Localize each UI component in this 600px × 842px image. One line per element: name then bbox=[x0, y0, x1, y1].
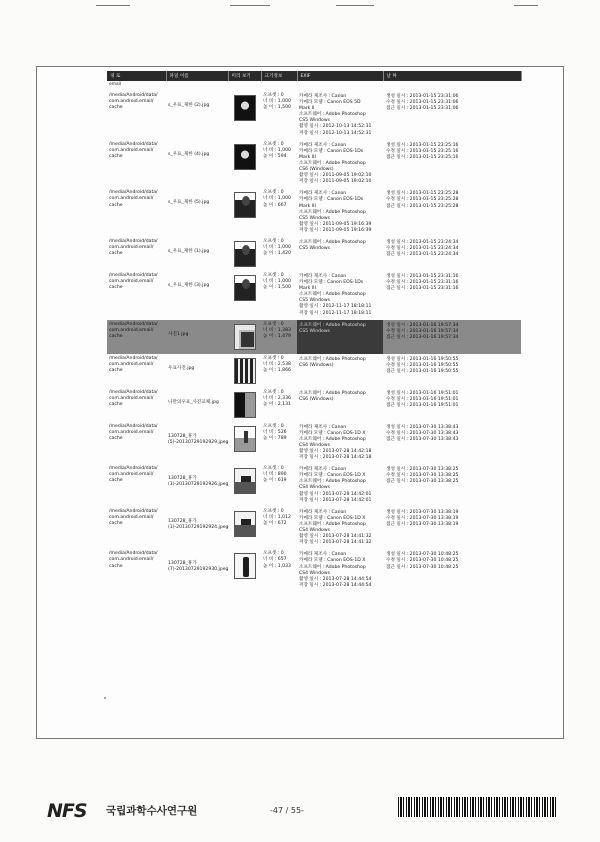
image-thumbnail bbox=[234, 241, 256, 267]
header-dates: 날 짜 bbox=[383, 71, 521, 81]
dates-cell: 생성 일시 : 2013-01-16 19:57:34 수정 일시 : 2013-01-16 19:57:34 접근 일시 : 2013-01-16 19:57:34 bbox=[383, 320, 521, 354]
scan-mark bbox=[514, 0, 538, 6]
header-path: 경 로 bbox=[107, 71, 166, 81]
file-path-cell: /media/Android/data/ com.android.email/ cache bbox=[109, 423, 158, 441]
image-thumbnail bbox=[234, 95, 256, 121]
dates-cell: 생성 일시 : 2013-01-15 23:25:28 수정 일시 : 2013-01-15 23:25:28 접근 일시 : 2013-01-15 23:25:28 bbox=[386, 191, 459, 209]
exif-cell: 소프트웨어 : Adobe Photoshop CS6 (Windows) bbox=[299, 390, 366, 402]
table-row bbox=[107, 188, 521, 237]
size-info-cell: 오프셋 : 0 너 비 : 2,538 높 이 : 1,866 bbox=[263, 355, 291, 373]
table-header-row bbox=[107, 71, 521, 81]
table-row bbox=[107, 388, 521, 422]
exif-cell: 카메라 제조사 : Canon 카메라 모델 : Canon EOS 5D Mark II 소프트웨어 : Adobe Photoshop CS5 Windows 촬영 일시 : 2012-10-13 14:52:31 저장 일시 : 2012-10-13 14:52:31 bbox=[299, 94, 372, 136]
nfs-logo: NFS bbox=[47, 800, 87, 822]
organization-name: 국립과학수사연구원 bbox=[106, 805, 198, 817]
dates-cell: 생성 일시 : 2013-01-15 23:31:06 수정 일시 : 2013-01-15 23:31:06 접근 일시 : 2013-01-15 23:31:06 bbox=[386, 94, 459, 112]
table-row bbox=[107, 422, 521, 465]
file-path-cell: /media/Android/data/ com.android.email/ cache bbox=[109, 551, 158, 569]
image-thumbnail bbox=[234, 468, 256, 494]
dates-cell: 생성 일시 : 2013-01-16 19:51:01 수정 일시 : 2013-01-16 19:51:01 접근 일시 : 2013-01-16 19:51:01 bbox=[386, 390, 459, 408]
table-row bbox=[107, 320, 521, 354]
barcode bbox=[398, 797, 556, 817]
image-thumbnail bbox=[234, 275, 256, 301]
image-thumbnail bbox=[234, 426, 256, 452]
size-info-cell: 오프셋 : 0 너 비 : 1,000 높 이 : 1,500 bbox=[263, 272, 291, 291]
exif-cell: 카메라 제조사 : Canon 카메라 모델 : Canon EOS-1D X 소프트웨어 : Adobe Photoshop CS4 Windows 촬영 일시 : 2013-07-28 14:42:18 저장 일시 : 2013-07-28 14:42:18 bbox=[299, 424, 372, 461]
scan-mark bbox=[96, 0, 130, 6]
file-name-cell: 우표사진.jpg bbox=[168, 365, 195, 371]
preview-cell bbox=[228, 507, 261, 550]
size-info-cell: 오프셋 : 0 너 비 : 657 높 이 : 1,033 bbox=[263, 551, 291, 569]
dates-cell: 생성 일시 : 2013-01-15 23:25:16 수정 일시 : 2013-01-15 23:25:16 접근 일시 : 2013-01-15 23:25:16 bbox=[386, 142, 459, 160]
exif-cell: 카메라 제조사 : Canon 카메라 모델 : Canon EOS-1Ds Mark III 소프트웨어 : Adobe Photoshop CS5 Windows 촬영 일시 : 2011-09-05 19:16:39 저장 일시 : 2011-09-05 19:16:39 bbox=[299, 191, 372, 233]
scan-mark bbox=[230, 0, 270, 6]
dates-cell: 생성 일시 : 2013-07-30 10:48:25 수정 일시 : 2013-07-30 10:48:25 접근 일시 : 2013-07-30 10:48:25 bbox=[386, 552, 459, 570]
table-row bbox=[107, 271, 521, 320]
exif-cell: 소프트웨어 : Adobe Photoshop CS6 (Windows) bbox=[299, 356, 366, 368]
size-info-cell: 오프셋 : 0 너 비 : 1,000 높 이 : 1,420 bbox=[263, 238, 291, 257]
image-thumbnail bbox=[234, 144, 256, 170]
size-info-cell: 오프셋 : 0 너 비 : 890 높 이 : 619 bbox=[263, 466, 287, 484]
image-thumbnail bbox=[234, 553, 256, 579]
exif-cell: 카메라 제조사 : Canon 카메라 모델 : Canon EOS-1Ds Mark III 소프트웨어 : Adobe Photoshop CS6 (Windows) 촬영 일시 : 2011-09-05 19:02:10 저장 일시 : 2011-09-05 19:02:10 bbox=[299, 142, 372, 185]
dates-cell: 생성 일시 : 2013-07-30 13:38:25 수정 일시 : 2013-07-30 13:38:25 접근 일시 : 2013-07-30 13:38:25 bbox=[386, 467, 459, 485]
preview-cell bbox=[228, 388, 261, 422]
header-exif: EXIF bbox=[297, 71, 383, 81]
size-info-cell: 오프셋 : 0 너 비 : 1,000 높 이 : 667 bbox=[263, 190, 291, 208]
preview-cell bbox=[228, 271, 261, 320]
file-name-cell: s_우표_제한 (4).jpg bbox=[168, 151, 210, 157]
file-name-cell: 130728_휴가 (7)-20130729192930.jpeg bbox=[168, 561, 228, 573]
file-path-cell: /media/Android/data/ com.android.email/ cache bbox=[109, 508, 158, 526]
file-path-cell: /media/Android/data/ com.android.email/ cache bbox=[109, 466, 158, 484]
preview-cell bbox=[228, 422, 261, 465]
table-row bbox=[107, 237, 521, 271]
image-thumbnail bbox=[234, 511, 256, 537]
size-info-cell: 오프셋 : 0 너 비 : 1,000 높 이 : 1,500 bbox=[263, 93, 291, 111]
dates-cell: 생성 일시 : 2013-07-30 13:38:43 수정 일시 : 2013-07-30 13:38:43 접근 일시 : 2013-07-30 13:38:43 bbox=[386, 424, 459, 442]
size-info-cell: 오프셋 : 0 너 비 : 1,012 높 이 : 672 bbox=[263, 508, 291, 526]
group-row bbox=[107, 81, 521, 91]
preview-cell bbox=[228, 549, 261, 592]
exif-cell: 카메라 제조사 : Canon 카메라 모델 : Canon EOS-1D X 소프트웨어 : Adobe Photoshop CS4 Windows 촬영 일시 : 2013-07-28 14:44:54 저장 일시 : 2013-07-28 14:44:54 bbox=[299, 552, 372, 588]
size-info-cell: 오프셋 : 0 너 비 : 1,000 높 이 : 594 bbox=[263, 141, 291, 159]
exif-cell: 카메라 제조사 : Canon 카메라 모델 : Canon EOS-1Ds Mark III 소프트웨어 : Adobe Photoshop CS5 Windows 촬영 일시 : 2012-11-17 18:18:11 저장 일시 : 2012-11-17 18:18:11 bbox=[299, 273, 372, 316]
file-name-cell: s_우표_제한 (5).jpg bbox=[168, 200, 210, 206]
file-name-cell: s_우표_제한 (2).jpg bbox=[168, 103, 210, 108]
size-info-cell: 오프셋 : 0 너 비 : 1,383 높 이 : 1,479 bbox=[261, 320, 297, 354]
file-name-cell: 130728_휴가 (1)-20130729192924.jpeg bbox=[168, 518, 228, 530]
dates-cell: 생성 일시 : 2013-01-16 19:50:55 수정 일시 : 2013-01-16 19:50:55 접근 일시 : 2013-01-16 19:50:55 bbox=[386, 356, 459, 374]
table-row bbox=[107, 507, 521, 550]
exif-cell: 카메라 제조사 : Canon 카메라 모델 : Canon EOS-1D X 소프트웨어 : Adobe Photoshop CS4 Windows 촬영 일시 : 2013-07-28 14:42:01 저장 일시 : 2013-07-28 14:42:01 bbox=[299, 467, 372, 503]
header-preview: 미리 보기 bbox=[228, 71, 261, 81]
table-body bbox=[107, 81, 521, 592]
image-thumbnail bbox=[234, 358, 256, 384]
image-thumbnail bbox=[234, 192, 256, 218]
exif-cell: 카메라 제조사 : Canon 카메라 모델 : Canon EOS-1D X 소프트웨어 : Adobe Photoshop CS4 Windows 촬영 일시 : 2013-07-28 14:41:32 저장 일시 : 2013-07-28 14:41:32 bbox=[299, 509, 372, 546]
exif-cell: 소프트웨어 : Adobe Photoshop CS5 Windows bbox=[297, 320, 383, 354]
file-name-cell: s_우표_제한 (1).jpg bbox=[168, 248, 210, 254]
file-name-cell: s_우표_제한 (3).jpg bbox=[168, 282, 210, 288]
header-filename: 파일 이름 bbox=[166, 71, 228, 81]
file-name-cell: 130728_휴가 (3)-20130729192926.jpeg bbox=[168, 476, 228, 488]
file-name-cell: 나만의우표_사진교체.jpg bbox=[168, 399, 219, 405]
dates-cell: 생성 일시 : 2013-01-15 23:31:16 수정 일시 : 2013-01-15 23:31:16 접근 일시 : 2013-01-15 23:31:16 bbox=[386, 273, 459, 292]
file-path-cell: /media/Android/data/ com.android.email/ cache bbox=[109, 141, 158, 159]
preview-cell bbox=[228, 354, 261, 388]
group-label: email bbox=[109, 82, 122, 87]
dates-cell: 생성 일시 : 2013-01-15 23:24:34 수정 일시 : 2013-01-15 23:24:34 접근 일시 : 2013-01-15 23:24:34 bbox=[386, 239, 459, 258]
scan-speck bbox=[104, 697, 106, 699]
table-row bbox=[107, 354, 521, 388]
file-path-cell: /media/Android/data/ com.android.email/ cache bbox=[109, 238, 158, 257]
table-row bbox=[107, 140, 521, 189]
size-info-cell: 오프셋 : 0 너 비 : 526 높 이 : 789 bbox=[263, 423, 287, 441]
preview-cell bbox=[228, 91, 261, 140]
file-path-cell: /media/Android/data/ com.android.email/ cache bbox=[109, 272, 158, 291]
image-thumbnail bbox=[234, 392, 256, 418]
exif-cell: 소프트웨어 : Adobe Photoshop CS5 Windows bbox=[299, 239, 366, 252]
preview-cell bbox=[228, 237, 261, 271]
file-path-cell: /media/Android/data/ com.android.email/ cache bbox=[109, 190, 158, 208]
table-row bbox=[107, 91, 521, 140]
top-edge-marks bbox=[0, 0, 600, 14]
dates-cell: 생성 일시 : 2013-07-30 13:38:19 수정 일시 : 2013-07-30 13:38:19 접근 일시 : 2013-07-30 13:38:19 bbox=[386, 509, 459, 527]
image-thumbnail bbox=[234, 324, 256, 350]
size-info-cell: 오프셋 : 0 너 비 : 2,336 높 이 : 2,131 bbox=[263, 389, 291, 407]
file-path-cell: /media/Android/data/ com.android.email/ cache bbox=[109, 389, 158, 407]
header-size-info: 크기정보 bbox=[261, 71, 297, 81]
preview-cell bbox=[228, 188, 261, 237]
file-path-cell: /media/Android/data/ com.android.email/ cache bbox=[109, 93, 158, 111]
preview-cell bbox=[228, 320, 261, 354]
file-name-cell: 130728_휴가 (5)-20130729192929.jpeg bbox=[168, 433, 228, 445]
file-path-cell: /media/Android/data/ com.android.email/ cache bbox=[109, 355, 158, 373]
file-path-cell: /media/Android/data/ com.android.email/ cache bbox=[107, 320, 166, 354]
table-row bbox=[107, 549, 521, 592]
preview-cell bbox=[228, 140, 261, 189]
file-analysis-table bbox=[107, 71, 522, 592]
table-row bbox=[107, 464, 521, 507]
file-name-cell: 사진1.jpg bbox=[166, 320, 228, 354]
page-number: -47 / 55- bbox=[270, 806, 304, 815]
scan-mark bbox=[336, 0, 374, 6]
preview-cell bbox=[228, 464, 261, 507]
